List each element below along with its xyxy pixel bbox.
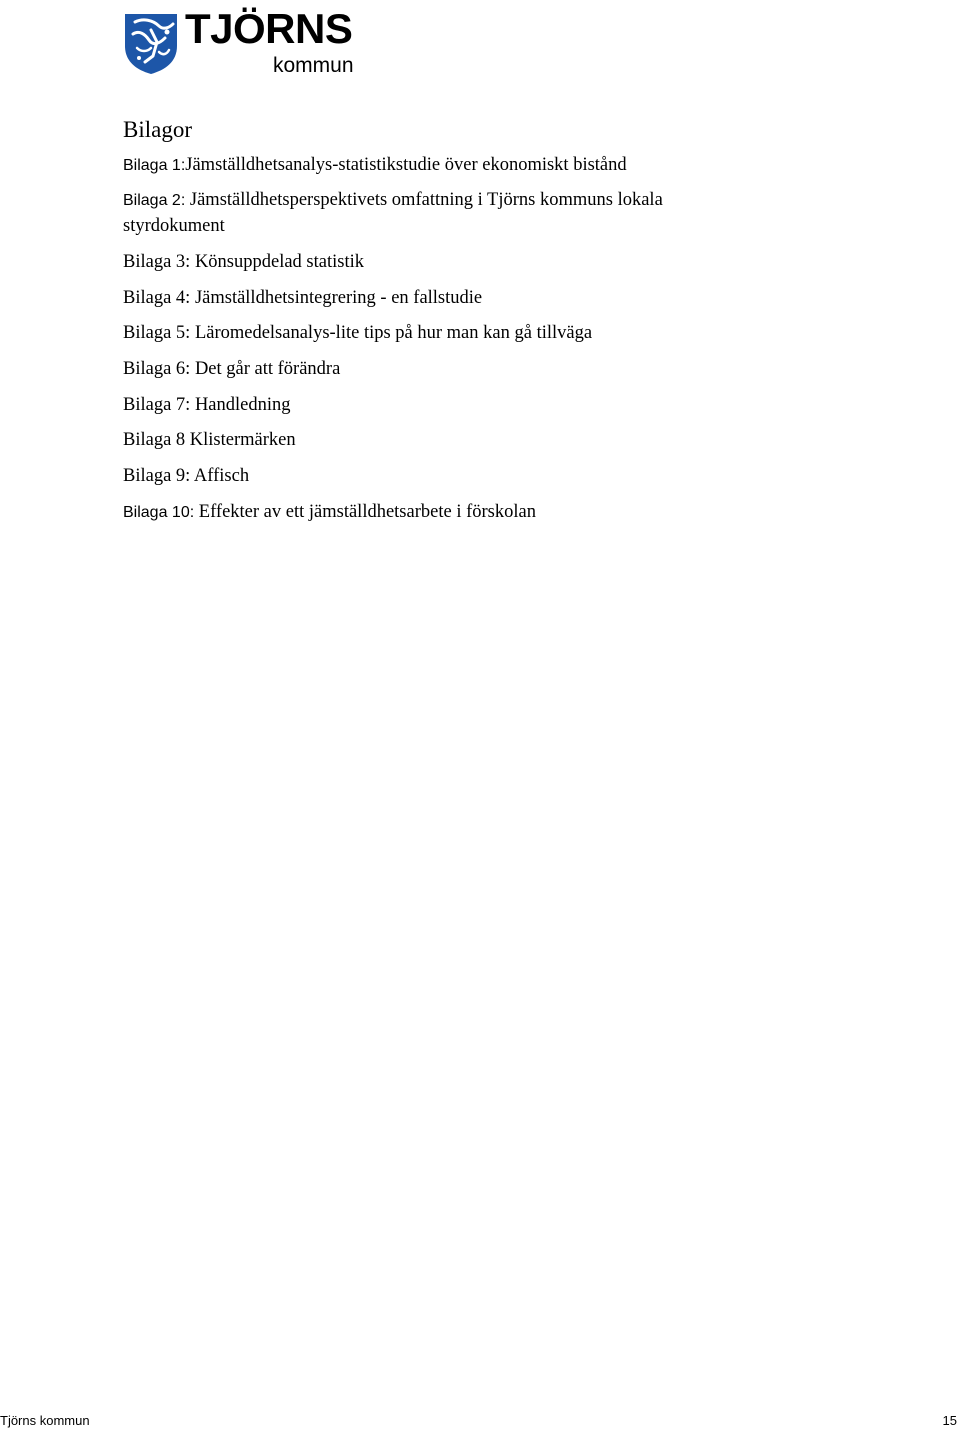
item-text: Klistermärken (185, 430, 296, 450)
item-text: Affisch (190, 466, 250, 486)
item-prefix: Bilaga 7: (123, 395, 191, 415)
list-item (123, 427, 296, 453)
shield-icon (123, 12, 179, 75)
list-item (123, 152, 627, 179)
item-text: styrdokument (123, 216, 225, 236)
item-text: Det går att förändra (190, 359, 341, 379)
item-text: Jämställdhetsintegrering - en fallstudie (190, 288, 483, 308)
list-item (123, 285, 482, 311)
item-text: Könsuppdelad statistik (190, 252, 364, 272)
list-item (123, 249, 364, 275)
item-text: Jämställdhetsanalys-statistikstudie över ekonomiskt bistånd (185, 155, 627, 175)
item-prefix: Bilaga 8 (123, 430, 186, 450)
list-item (123, 392, 291, 418)
item-prefix: Bilaga 10: (123, 504, 195, 521)
item-prefix: Bilaga 3: (123, 252, 191, 272)
footer-organization: Tjörns kommun (0, 1413, 90, 1428)
list-item (123, 463, 249, 489)
list-item (123, 356, 340, 382)
page-heading: Bilagor (123, 117, 192, 142)
list-item (123, 499, 536, 526)
item-prefix: Bilaga 1: (123, 157, 186, 174)
footer-page-number: 15 (942, 1413, 957, 1428)
list-item (123, 187, 663, 214)
list-item (123, 320, 592, 346)
list-item-continuation (123, 213, 225, 240)
item-prefix: Bilaga 6: (123, 359, 191, 379)
logo-name: TJÖRNS (185, 5, 353, 52)
item-prefix: Bilaga 9: (123, 466, 191, 486)
item-text: Jämställdhetsperspektivets omfattning i Tjörns kommuns lokala (185, 190, 663, 210)
item-text: Handledning (190, 395, 291, 415)
item-prefix: Bilaga 4: (123, 288, 191, 308)
tjorns-kommun-logo (123, 5, 373, 77)
item-prefix: Bilaga 5: (123, 323, 191, 343)
logo-sub: kommun (273, 54, 354, 77)
item-prefix: Bilaga 2: (123, 192, 186, 209)
item-text: Effekter av ett jämställdhetsarbete i förskolan (194, 502, 536, 522)
item-text: Läromedelsanalys-lite tips på hur man kan gå tillväga (190, 323, 593, 343)
